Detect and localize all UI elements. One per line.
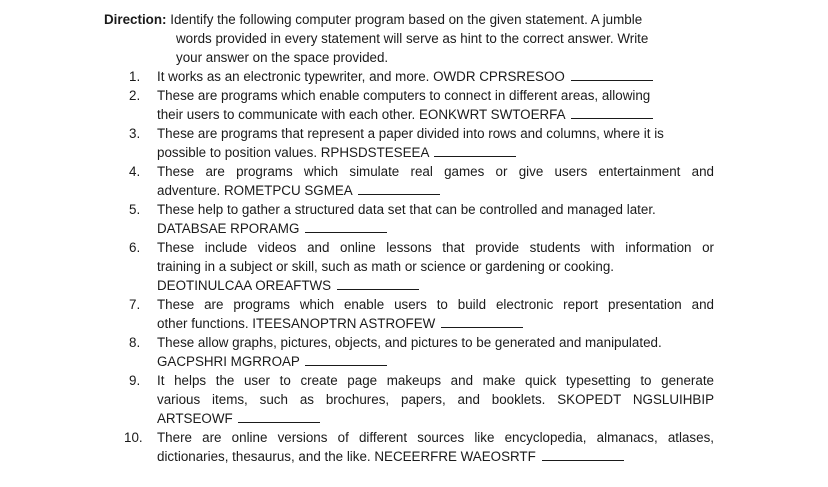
question-10 — [124, 428, 714, 466]
question-number: 8. — [129, 335, 141, 350]
question-text-line: dictionaries, thesaurus, and the like. NECEERFRE WAEOSRTF — [157, 449, 536, 464]
question-text-line: possible to position values. RPHSDSTESEEA — [157, 145, 429, 160]
answer-blank[interactable] — [238, 410, 320, 423]
question-text — [157, 105, 714, 124]
direction-line-1 — [104, 10, 714, 29]
question-3 — [124, 124, 714, 162]
question-text — [157, 447, 714, 466]
question-5 — [124, 200, 714, 238]
answer-blank[interactable] — [305, 353, 387, 366]
question-number: 6. — [129, 240, 141, 255]
question-text-line: DEOTINULCAA OREAFTWS — [157, 278, 332, 293]
direction-text-1: Identify the following computer program based on the given statement. A jumble — [170, 12, 643, 27]
direction-block — [104, 10, 714, 67]
question-1 — [124, 67, 714, 86]
question-number: 2. — [129, 88, 141, 103]
question-4 — [124, 162, 714, 200]
question-text-line: These help to gather a structured data set that can be controlled and managed later. — [157, 202, 656, 217]
question-8 — [124, 333, 714, 371]
question-2 — [124, 86, 714, 124]
answer-blank[interactable] — [542, 448, 624, 461]
question-text-line: GACPSHRI MGRROAP — [157, 354, 300, 369]
question-number: 10. — [124, 430, 143, 445]
question-text-line: It works as an electronic typewriter, and more. OWDR CPRSRESOO — [157, 69, 565, 84]
question-text — [157, 219, 714, 238]
question-number: 7. — [129, 297, 141, 312]
question-text — [157, 276, 714, 295]
question-text-line: These are programs which enable users to build electronic report presentation and — [157, 297, 714, 312]
question-number: 4. — [129, 164, 141, 179]
question-number: 9. — [129, 373, 141, 388]
question-text-line: These are programs which enable computers to connect in different areas, allowing — [157, 88, 651, 103]
answer-blank[interactable] — [337, 277, 419, 290]
question-text-line: It helps the user to create page makeups and make quick typesetting to generate — [157, 373, 714, 388]
answer-blank[interactable] — [358, 182, 440, 195]
question-number: 3. — [129, 126, 141, 141]
question-number: 5. — [129, 202, 141, 217]
answer-blank[interactable] — [571, 106, 653, 119]
answer-blank[interactable] — [434, 144, 516, 157]
question-list — [124, 67, 714, 466]
answer-blank[interactable] — [571, 68, 653, 81]
question-number: 1. — [129, 69, 141, 84]
direction-line-3: your answer on the space provided. — [176, 50, 389, 65]
direction-line-2: words provided in every statement will serve as hint to the correct answer. Write — [176, 31, 649, 46]
question-6 — [124, 238, 714, 295]
question-text-line: These are programs which simulate real games or give users entertainment and — [157, 164, 714, 179]
question-text-line: various items, such as brochures, papers, and booklets. SKOPEDT NGSLUIHBIP — [157, 392, 714, 407]
question-text-line: These are programs that represent a paper divided into rows and columns, where it is — [157, 126, 664, 141]
question-text — [157, 352, 714, 371]
question-text-line: There are online versions of different sources like encyclopedia, almanacs, atlases, — [157, 430, 714, 445]
question-9 — [124, 371, 714, 428]
question-text-line: ARTSEOWF — [157, 411, 233, 426]
question-text — [157, 409, 714, 428]
answer-blank[interactable] — [305, 220, 387, 233]
question-text-line: other functions. ITEESANOPTRN ASTROFEW — [157, 316, 436, 331]
question-text — [157, 67, 714, 86]
answer-blank[interactable] — [441, 315, 523, 328]
question-text-line: These include videos and online lessons that provide students with information or — [157, 240, 714, 255]
question-text — [157, 143, 714, 162]
question-7 — [124, 295, 714, 333]
question-text — [157, 181, 714, 200]
question-text-line: adventure. ROMETPCU SGMEA — [157, 183, 352, 198]
question-text-line: DATABSAE RPORAMG — [157, 221, 300, 236]
question-text-line: These allow graphs, pictures, objects, and pictures to be generated and manipulated. — [157, 335, 662, 350]
question-text — [157, 314, 714, 333]
question-text-line: their users to communicate with each other. EONKWRT SWTOERFA — [157, 107, 565, 122]
question-text-line: training in a subject or skill, such as math or science or gardening or cooking. — [157, 259, 615, 274]
direction-label: Direction: — [104, 12, 167, 27]
